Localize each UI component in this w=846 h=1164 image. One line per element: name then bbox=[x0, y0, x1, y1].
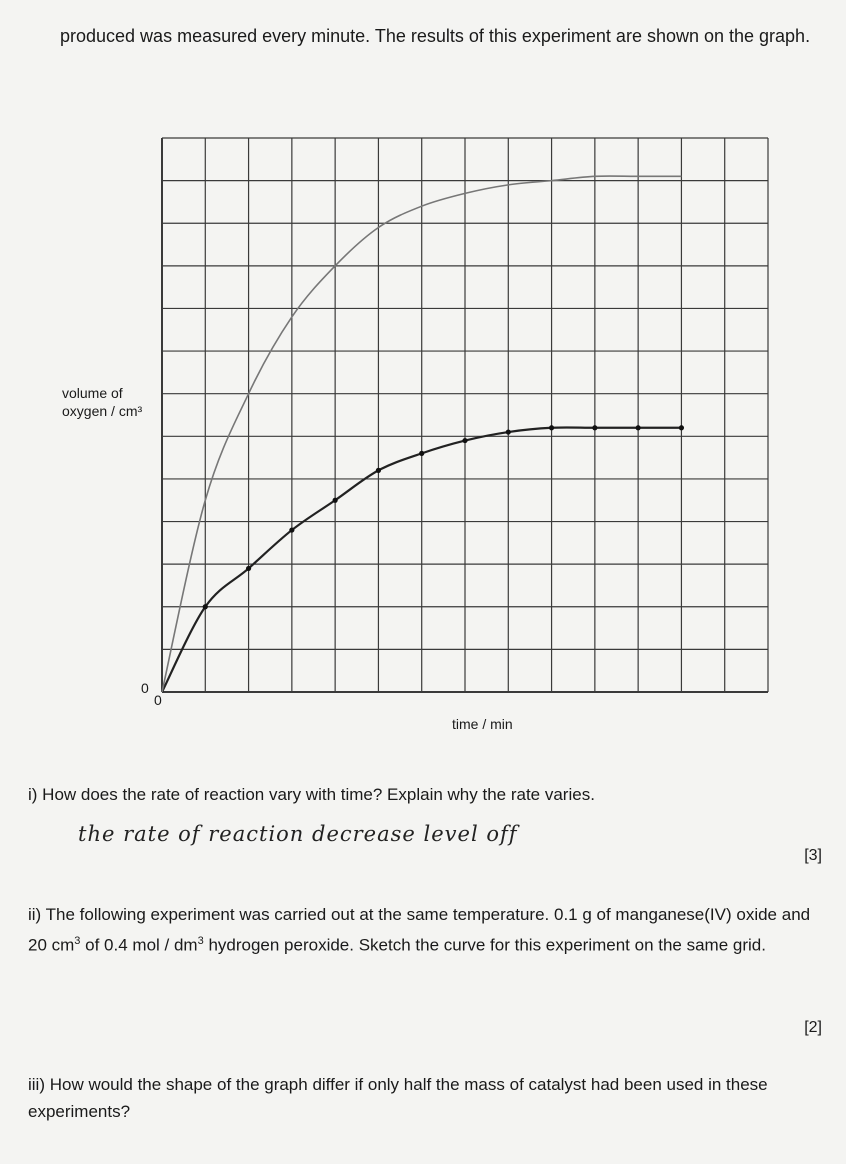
y-axis-label bbox=[62, 384, 142, 420]
data-point bbox=[679, 425, 684, 430]
data-point bbox=[203, 604, 208, 609]
question-2-marks: [2] bbox=[804, 1019, 822, 1036]
handwritten-answer[interactable]: the rate of reaction decrease level off bbox=[78, 822, 518, 846]
data-point bbox=[246, 566, 251, 571]
data-point bbox=[506, 429, 511, 434]
question-2-part2: of 0.4 mol / dm bbox=[80, 935, 198, 955]
data-point bbox=[376, 468, 381, 473]
question-1-marks: [3] bbox=[804, 847, 822, 864]
question-2-sup2: 3 bbox=[197, 935, 204, 947]
question-2-sup1: 3 bbox=[74, 935, 81, 947]
x-axis-label: time / min bbox=[452, 716, 513, 732]
origin-y-label: 0 bbox=[141, 680, 149, 696]
data-point bbox=[462, 438, 467, 443]
question-2 bbox=[28, 901, 818, 959]
data-point bbox=[289, 527, 294, 532]
question-3: iii) How would the shape of the graph differ if only half the mass of catalyst had been used in these experiments? bbox=[28, 1075, 768, 1121]
y-axis-label-line1: volume of bbox=[62, 385, 123, 401]
y-axis-label-line2: oxygen / cm³ bbox=[62, 403, 143, 419]
origin-x-label: 0 bbox=[154, 692, 162, 708]
question-1: i) How does the rate of reaction vary with time? Explain why the rate varies. bbox=[28, 785, 595, 804]
data-point bbox=[333, 498, 338, 503]
data-point bbox=[549, 425, 554, 430]
data-point bbox=[419, 451, 424, 456]
question-2-part3: hydrogen peroxide. Sketch the curve for this experiment on the same grid. bbox=[203, 935, 766, 955]
data-point bbox=[636, 425, 641, 430]
intro-text: produced was measured every minute. The results of this experiment are shown on the graph. bbox=[60, 26, 811, 46]
data-point bbox=[592, 425, 597, 430]
question-2-part1: ii) The following experiment was carried out at the same temperature. 0.1 g of manganese(IV) oxide and 20 cm bbox=[28, 905, 811, 955]
